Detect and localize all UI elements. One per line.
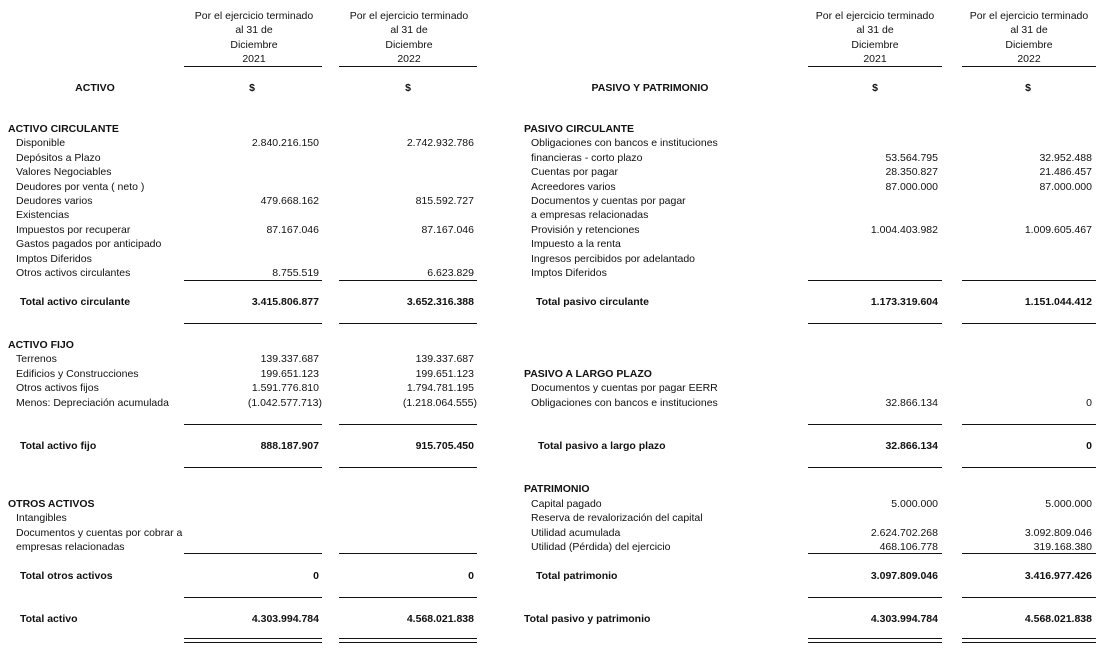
value-2022: 139.337.687 xyxy=(415,353,474,365)
value-2021: 5.000.000 xyxy=(891,498,938,510)
line-item-label: Valores Negociables xyxy=(16,166,112,178)
value-2022: 815.592.727 xyxy=(415,195,474,207)
value-2021: 139.337.687 xyxy=(260,353,319,365)
header-underline xyxy=(808,66,942,67)
value-2021: 2.624.702.268 xyxy=(870,527,938,539)
header-underline xyxy=(962,66,1096,67)
value-2021: 53.564.795 xyxy=(885,152,938,164)
currency-label: $ xyxy=(405,82,411,94)
total-line xyxy=(339,467,477,468)
subtotal-line xyxy=(808,553,942,554)
value-2022: 1.794.781.195 xyxy=(406,382,474,394)
value-2021: 199.651.123 xyxy=(260,368,319,380)
value-2021: 8.755.519 xyxy=(272,267,319,279)
grand-total-2021: 4.303.994.784 xyxy=(251,613,319,625)
value-2022: 2.742.932.786 xyxy=(406,137,474,149)
line-item-label: Menos: Depreciación acumulada xyxy=(16,397,169,409)
total-2021: 32.866.134 xyxy=(885,440,938,452)
activo-heading: ACTIVO xyxy=(75,82,115,94)
subtotal-line xyxy=(962,280,1096,281)
line-item-label: Impuestos por recuperar xyxy=(16,224,131,236)
value-2022: 6.623.829 xyxy=(427,267,474,279)
grand-total-label: Total activo xyxy=(20,613,78,625)
value-2021: 1.004.403.982 xyxy=(870,224,938,236)
total-label: Total pasivo circulante xyxy=(536,296,650,308)
value-2022: 0 xyxy=(1086,397,1092,409)
line-item-label: Depósitos a Plazo xyxy=(16,152,101,164)
line-item-label: Obligaciones con bancos e instituciones xyxy=(531,397,718,409)
value-2022: 5.000.000 xyxy=(1045,498,1092,510)
value-2022: 32.952.488 xyxy=(1039,152,1092,164)
total-2021: 3.415.806.877 xyxy=(251,296,319,308)
line-item-label: Terrenos xyxy=(16,353,57,365)
value-2021: 479.668.162 xyxy=(260,195,319,207)
line-item-label: empresas relacionadas xyxy=(16,541,125,553)
header-2022-right: Por el ejercicio terminado al 31 de Diciembre 2022 xyxy=(969,10,1089,66)
total-2021: 3.097.809.046 xyxy=(870,570,938,582)
value-2021: 1.591.776.810 xyxy=(251,382,319,394)
total-label: Total otros activos xyxy=(20,570,113,582)
value-2021: 32.866.134 xyxy=(885,397,938,409)
value-2022: 3.092.809.046 xyxy=(1024,527,1092,539)
subtotal-line xyxy=(339,424,477,425)
line-item-label: Imptos Diferidos xyxy=(16,253,92,265)
total-line xyxy=(184,467,322,468)
line-item-label: Utilidad (Pérdida) del ejercicio xyxy=(531,541,671,553)
double-underline xyxy=(808,638,942,643)
header-2022-left: Por el ejercicio terminado al 31 de Diciembre 2022 xyxy=(349,10,469,66)
grand-total-2022: 4.568.021.838 xyxy=(406,613,474,625)
total-2021: 888.187.907 xyxy=(260,440,319,452)
value-2022: 319.168.380 xyxy=(1033,541,1092,553)
value-2022: 199.651.123 xyxy=(415,368,474,380)
grand-total-label: Total pasivo y patrimonio xyxy=(524,613,651,625)
subtotal-line xyxy=(808,280,942,281)
value-2022: (1.218.064.555) xyxy=(402,397,477,409)
value-2022: 1.009.605.467 xyxy=(1024,224,1092,236)
line-item-label: Disponible xyxy=(16,137,66,149)
section-title: ACTIVO CIRCULANTE xyxy=(8,123,119,135)
total-2021: 1.173.319.604 xyxy=(870,296,938,308)
value-2021: (1.042.577.713) xyxy=(247,397,322,409)
total-line xyxy=(962,467,1096,468)
section-title: PASIVO CIRCULANTE xyxy=(524,123,635,135)
header-underline xyxy=(339,66,477,67)
line-item-label: Otros activos circulantes xyxy=(16,267,131,279)
line-item-label: Cuentas por pagar xyxy=(531,166,618,178)
value-2021: 87.167.046 xyxy=(266,224,319,236)
line-item-label: Documentos y cuentas por pagar EERR xyxy=(531,382,718,394)
total-2021: 0 xyxy=(313,570,319,582)
subtotal-line xyxy=(962,553,1096,554)
total-2022: 0 xyxy=(468,570,474,582)
section-title: PATRIMONIO xyxy=(524,483,590,495)
total-label: Total activo circulante xyxy=(20,296,131,308)
total-label: Total activo fijo xyxy=(20,440,97,452)
line-item-label: Deudores por venta ( neto ) xyxy=(16,181,145,193)
total-line xyxy=(184,323,322,324)
total-line xyxy=(808,467,942,468)
subtotal-line xyxy=(962,424,1096,425)
section-title: ACTIVO FIJO xyxy=(8,339,74,351)
subtotal-line xyxy=(339,553,477,554)
line-item-label: Documentos y cuentas por cobrar a xyxy=(16,527,183,539)
line-item-label: Gastos pagados por anticipado xyxy=(16,238,162,250)
grand-total-2022: 4.568.021.838 xyxy=(1024,613,1092,625)
total-line xyxy=(339,323,477,324)
total-line xyxy=(962,597,1096,598)
value-2022: 87.167.046 xyxy=(421,224,474,236)
section-title: PASIVO A LARGO PLAZO xyxy=(524,368,652,380)
line-item-label: Edificios y Construcciones xyxy=(16,368,139,380)
line-item-label: Capital pagado xyxy=(531,498,602,510)
header-2021-left: Por el ejercicio terminado al 31 de Diciembre 2021 xyxy=(194,10,314,66)
line-item-label: Impuesto a la renta xyxy=(531,238,621,250)
grand-total-2021: 4.303.994.784 xyxy=(870,613,938,625)
value-2021: 87.000.000 xyxy=(885,181,938,193)
total-line xyxy=(808,597,942,598)
currency-label: $ xyxy=(249,82,255,94)
total-label: Total patrimonio xyxy=(536,570,618,582)
pasivo-heading: PASIVO Y PATRIMONIO xyxy=(591,82,709,94)
line-item-label: Deudores varios xyxy=(16,195,93,207)
header-2021-right: Por el ejercicio terminado al 31 de Diciembre 2021 xyxy=(815,10,935,66)
total-label: Total pasivo a largo plazo xyxy=(538,440,666,452)
double-underline xyxy=(962,638,1096,643)
line-item-label: Utilidad acumulada xyxy=(531,527,621,539)
value-2021: 28.350.827 xyxy=(885,166,938,178)
currency-label: $ xyxy=(1025,82,1031,94)
total-line xyxy=(962,323,1096,324)
currency-label: $ xyxy=(872,82,878,94)
total-2022: 915.705.450 xyxy=(415,440,474,452)
line-item-label: Acreedores varios xyxy=(531,181,616,193)
value-2022: 87.000.000 xyxy=(1039,181,1092,193)
total-line xyxy=(808,323,942,324)
line-item-label: Otros activos fijos xyxy=(16,382,99,394)
line-item-label: Documentos y cuentas por pagar xyxy=(531,195,686,207)
subtotal-line xyxy=(184,553,322,554)
subtotal-line xyxy=(184,424,322,425)
double-underline xyxy=(339,638,477,643)
double-underline xyxy=(184,638,322,643)
header-underline xyxy=(184,66,322,67)
line-item-label: a empresas relacionadas xyxy=(531,209,649,221)
value-2021: 2.840.216.150 xyxy=(251,137,319,149)
subtotal-line xyxy=(184,280,322,281)
line-item-label: Intangibles xyxy=(16,512,67,524)
line-item-label: Existencias xyxy=(16,209,70,221)
total-2022: 3.416.977.426 xyxy=(1024,570,1092,582)
total-2022: 0 xyxy=(1086,440,1092,452)
line-item-label: Reserva de revalorización del capital xyxy=(531,512,703,524)
line-item-label: Ingresos percibidos por adelantado xyxy=(531,253,696,265)
total-line xyxy=(184,597,322,598)
total-line xyxy=(339,597,477,598)
line-item-label: Provisión y retenciones xyxy=(531,224,640,236)
line-item-label: financieras - corto plazo xyxy=(531,152,643,164)
line-item-label: Obligaciones con bancos e instituciones xyxy=(531,137,718,149)
value-2022: 21.486.457 xyxy=(1039,166,1092,178)
value-2021: 468.106.778 xyxy=(879,541,938,553)
total-2022: 1.151.044.412 xyxy=(1024,296,1092,308)
line-item-label: Imptos Diferidos xyxy=(531,267,607,279)
section-title: OTROS ACTIVOS xyxy=(8,498,95,510)
total-2022: 3.652.316.388 xyxy=(406,296,474,308)
subtotal-line xyxy=(808,424,942,425)
subtotal-line xyxy=(339,280,477,281)
